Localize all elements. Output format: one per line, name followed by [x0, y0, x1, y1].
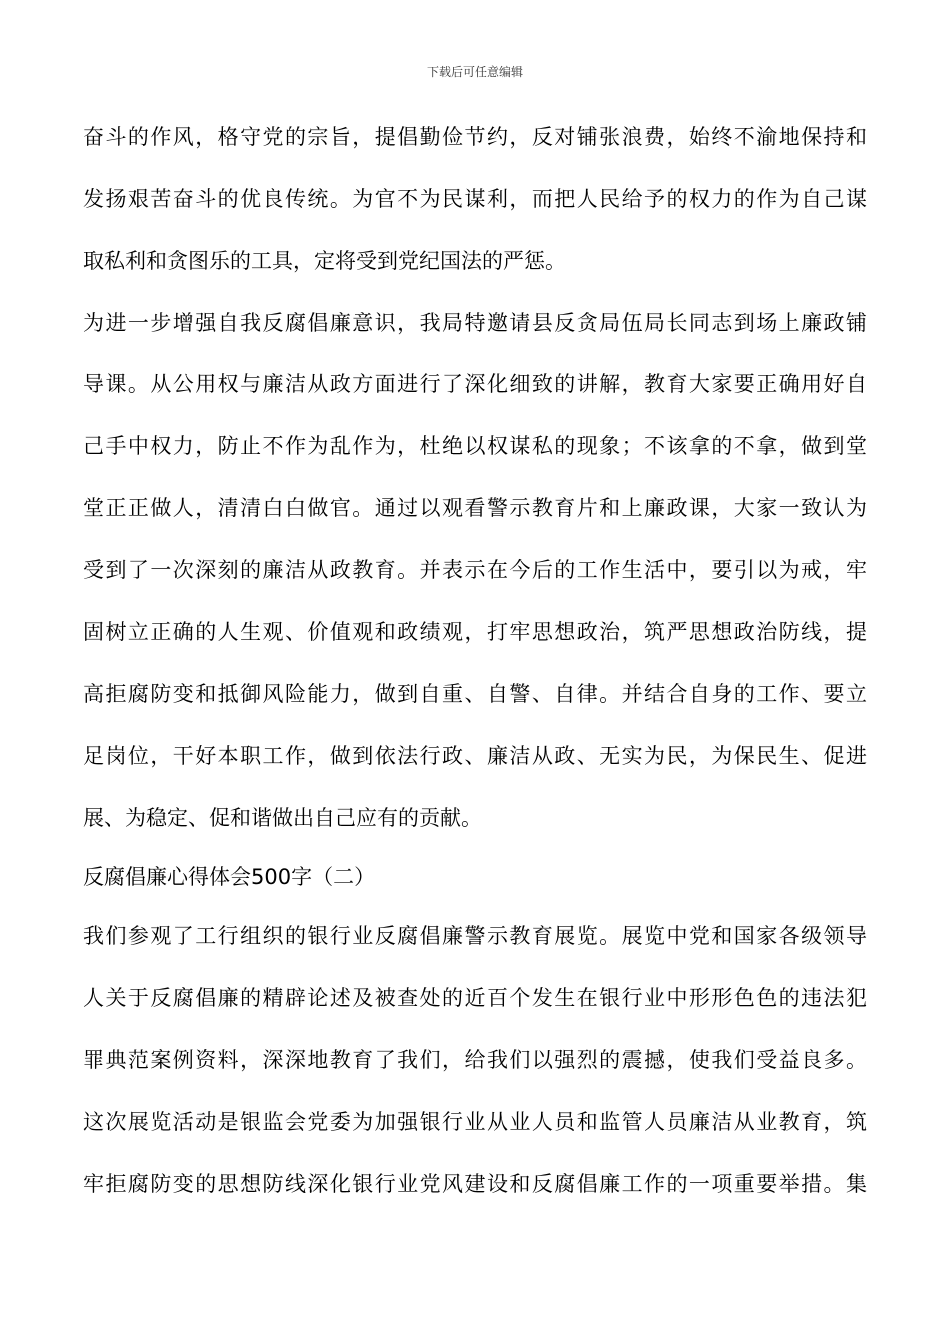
body-line: 固树立正确的人生观、价值观和政绩观，打牢思想政治，筑严思想政治防线，提	[83, 620, 867, 644]
body-line: 己手中权力，防止不作为乱作为，杜绝以权谋私的现象；不该拿的不拿，做到堂	[83, 434, 867, 458]
body-line: 取私利和贪图乐的工具，定将受到党纪国法的严惩。	[83, 249, 566, 273]
body-line: 受到了一次深刻的廉洁从政教育。并表示在今后的工作生活中，要引以为戒，牢	[83, 558, 867, 582]
body-line: 展、为稳定、促和谐做出自己应有的贡献。	[83, 806, 482, 830]
page-header: 下载后可任意编辑	[426, 65, 523, 79]
body-line: 牢拒腐防变的思想防线深化银行业党风建设和反腐倡廉工作的一项重要举措。集	[83, 1172, 867, 1196]
body-line: 为进一步增强自我反腐倡廉意识，我局特邀请县反贪局伍局长同志到场上廉政铺	[83, 311, 867, 335]
body-line: 足岗位，干好本职工作，做到依法行政、廉洁从政、无实为民，为保民生、促进	[83, 744, 867, 768]
body-line: 堂正正做人，清清白白做官。通过以观看警示教育片和上廉政课，大家一致认为	[83, 496, 867, 520]
body-line: 高拒腐防变和抵御风险能力，做到自重、自警、自律。并结合自身的工作、要立	[83, 682, 867, 706]
body-line: 导课。从公用权与廉洁从政方面进行了深化细致的讲解，教育大家要正确用好自	[83, 372, 867, 396]
body-line: 人关于反腐倡廉的精辟论述及被查处的近百个发生在银行业中形形色色的违法犯	[83, 986, 867, 1010]
body-line: 奋斗的作风，格守党的宗旨，提倡勤俭节约，反对铺张浪费，始终不渝地保持和	[83, 125, 867, 149]
section-heading: 反腐倡廉心得体会500字（二）	[83, 865, 376, 889]
body-line: 我们参观了工行组织的银行业反腐倡廉警示教育展览。展览中党和国家各级领导	[83, 924, 867, 948]
body-line: 发扬艰苦奋斗的优良传统。为官不为民谋利，而把人民给予的权力的作为自己谋	[83, 187, 867, 211]
body-line: 罪典范案例资料，深深地教育了我们，给我们以强烈的震撼，使我们受益良多。	[83, 1048, 867, 1072]
body-line: 这次展览活动是银监会党委为加强银行业从业人员和监管人员廉洁从业教育，筑	[83, 1110, 867, 1134]
